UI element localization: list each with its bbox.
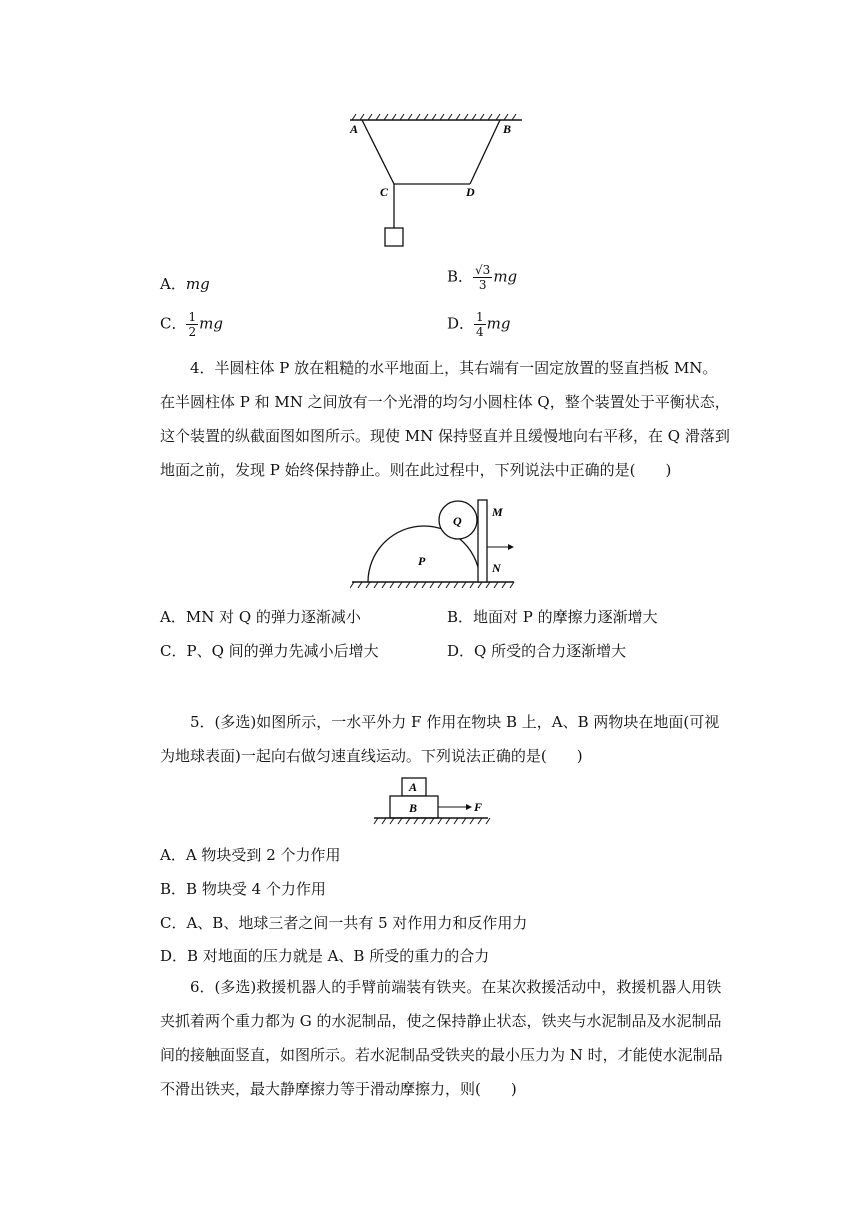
fraction: $\frac{1}{2}$ xyxy=(188,310,197,339)
label-f: F xyxy=(474,800,483,814)
q3-option-d[interactable]: D． $\frac{1}{4}$ mg xyxy=(447,310,511,339)
hanging-block xyxy=(385,228,403,246)
label-a: A xyxy=(409,780,418,794)
q5-stem: 5．(多选)如图所示，一水平外力 F 作用在物块 B 上，A、B 两物块在地面(可视为地球表面)一起向右做匀速直线运动。下列说法正确的是( ) xyxy=(160,713,720,765)
q5-option-a[interactable]: A．A 物块受到 2 个力作用 xyxy=(160,846,341,864)
q4-option-c[interactable]: C．P、Q 间的弹力先减小后增大 xyxy=(160,642,379,660)
q5-option-c[interactable]: C．A、B、地球三者之间一共有 5 对作用力和反作用力 xyxy=(160,914,528,932)
q5-option-b[interactable]: B．B 物块受 4 个力作用 xyxy=(160,880,326,898)
q5-option-d[interactable]: D．B 对地面的压力就是 A、B 所受的重力的合力 xyxy=(160,947,490,965)
q3-option-c[interactable]: C． $\frac{1}{2}$ mg xyxy=(160,310,223,339)
q4-option-d[interactable]: D．Q 所受的合力逐渐增大 xyxy=(447,642,627,660)
label-n: N xyxy=(492,561,501,575)
label-p: P xyxy=(418,554,426,568)
q3-option-a[interactable]: A．mg xyxy=(160,275,210,293)
q4-option-a[interactable]: A．MN 对 Q 的弹力逐渐减小 xyxy=(160,608,361,626)
rope-ac xyxy=(362,120,394,184)
q4-figure xyxy=(350,496,520,592)
label-b: B xyxy=(503,122,512,136)
label-m: M xyxy=(492,505,503,519)
label-a: A xyxy=(350,122,359,136)
label-b: B xyxy=(409,801,418,815)
q4-stem: 4．半圆柱体 P 放在粗糙的水平地面上，其右端有一固定放置的竖直挡板 MN。在半圆柱体 P 和 MN 之间放有一个光滑的均匀小圆柱体 Q，整个装置处于平衡状态，这个装置的纵截面图如图所示。现使 MN 保持竖直并且缓慢地向右平移，在 Q 滑落到地面之前，发现 P 始终保持静止。则在此过程中，下列说法中正确的是( ) xyxy=(160,359,730,479)
q6-stem: 6．(多选)救援机器人的手臂前端装有铁夹。在某次救援活动中，救援机器人用铁夹抓着两个重力都为 G 的水泥制品，使之保持静止状态，铁夹与水泥制品及水泥制品间的接触面竖直，如图所示。若水泥制品受铁夹的最小压力为 N 时，才能使水泥制品不滑出铁夹，最大静摩擦力等于滑动摩擦力，则( ) xyxy=(160,978,723,1098)
fraction: $\frac{√3}{3}$ xyxy=(475,263,491,292)
q3-option-b[interactable]: B． $\frac{√3}{3}$ mg xyxy=(447,263,518,292)
rope-db xyxy=(470,120,500,184)
q3-figure xyxy=(340,110,530,250)
q4-option-b[interactable]: B．地面对 P 的摩擦力逐渐增大 xyxy=(447,608,658,626)
label-c: C xyxy=(380,185,389,199)
label-q: Q xyxy=(453,514,462,528)
baffle-mn xyxy=(478,500,487,582)
label-d: D xyxy=(466,185,475,199)
q5-figure xyxy=(372,776,492,830)
fraction: $\frac{1}{4}$ xyxy=(476,310,484,339)
